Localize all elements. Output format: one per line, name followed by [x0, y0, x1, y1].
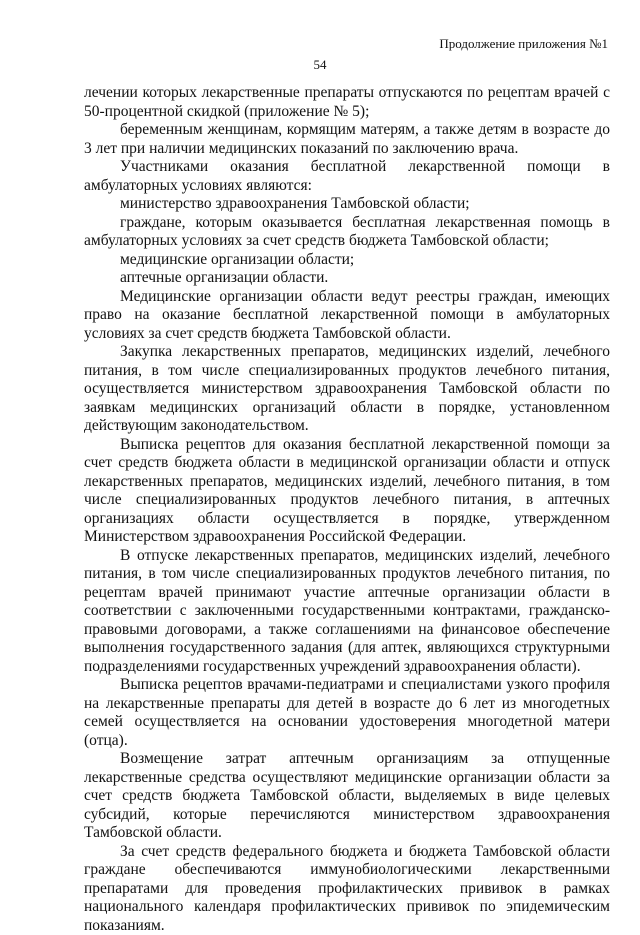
paragraph: Возмещение затрат аптечным организациям за отпущенные лекарственные средства осуществляют медицинские организации области за счет средств бюджета Тамбовской области, выделяемых в виде целевых субсидий, которые перечисляются министерством здравоохранения Тамбовской области.: [84, 750, 610, 843]
document-body: [84, 84, 610, 935]
paragraph: Участниками оказания бесплатной лекарственной помощи в амбулаторных условиях являются:: [84, 158, 610, 195]
list-item: граждане, которым оказывается бесплатная лекарственная помощь в амбулаторных условиях за счет средств бюджета Тамбовской области;: [84, 214, 610, 251]
paragraph: Закупка лекарственных препаратов, медицинских изделий, лечебного питания, в том числе специализированных продуктов лечебного питания, осуществляется министерством здравоохранения Тамбовской области по заявкам медицинских организаций области в порядке, установленном действующим законодательством.: [84, 343, 610, 436]
appendix-continuation-note: Продолжение приложения №1: [439, 36, 608, 52]
paragraph: беременным женщинам, кормящим матерям, а также детям в возрасте до 3 лет при наличии медицинских показаний по заключению врача.: [84, 121, 610, 158]
paragraph: Выписка рецептов для оказания бесплатной лекарственной помощи за счет средств бюджета области в медицинской организации области и отпуск лекарственных препаратов, медицинских изделий, лечебного питания, в том числе специализированных продуктов лечебного питания, в аптечных организациях области осуществляется в порядке, утвержденном Министерством здравоохранения Российской Федерации.: [84, 436, 610, 547]
paragraph: Медицинские организации области ведут реестры граждан, имеющих право на оказание бесплатной лекарственной помощи в амбулаторных условиях за счет средств бюджета Тамбовской области.: [84, 288, 610, 344]
paragraph: За счет средств федерального бюджета и бюджета Тамбовской области граждане обеспечиваются иммунобиологическими лекарственными препаратами для проведения профилактических прививок в рамках национального календаря профилактических прививок по эпидемическим показаниям.: [84, 843, 610, 935]
page-number: 54: [0, 57, 640, 73]
list-item: аптечные организации области.: [84, 269, 610, 288]
paragraph: Выписка рецептов врачами-педиатрами и специалистами узкого профиля на лекарственные препараты для детей в возрасте до 6 лет из многодетных семей осуществляется на основании удостоверения многодетной матери (отца).: [84, 676, 610, 750]
paragraph: лечении которых лекарственные препараты отпускаются по рецептам врачей с 50-процентной скидкой (приложение № 5);: [84, 84, 610, 121]
list-item: министерство здравоохранения Тамбовской области;: [84, 195, 610, 214]
list-item: медицинские организации области;: [84, 251, 610, 270]
paragraph: В отпуске лекарственных препаратов, медицинских изделий, лечебного питания, в том числе специализированных продуктов лечебного питания, по рецептам врачей принимают участие аптечные организации области в соответствии с заключенными государственными контрактами, гражданско-правовыми договорами, а также соглашениями на финансовое обеспечение выполнения государственного задания (для аптек, являющихся структурными подразделениями государственных учреждений здравоохранения области).: [84, 547, 610, 677]
